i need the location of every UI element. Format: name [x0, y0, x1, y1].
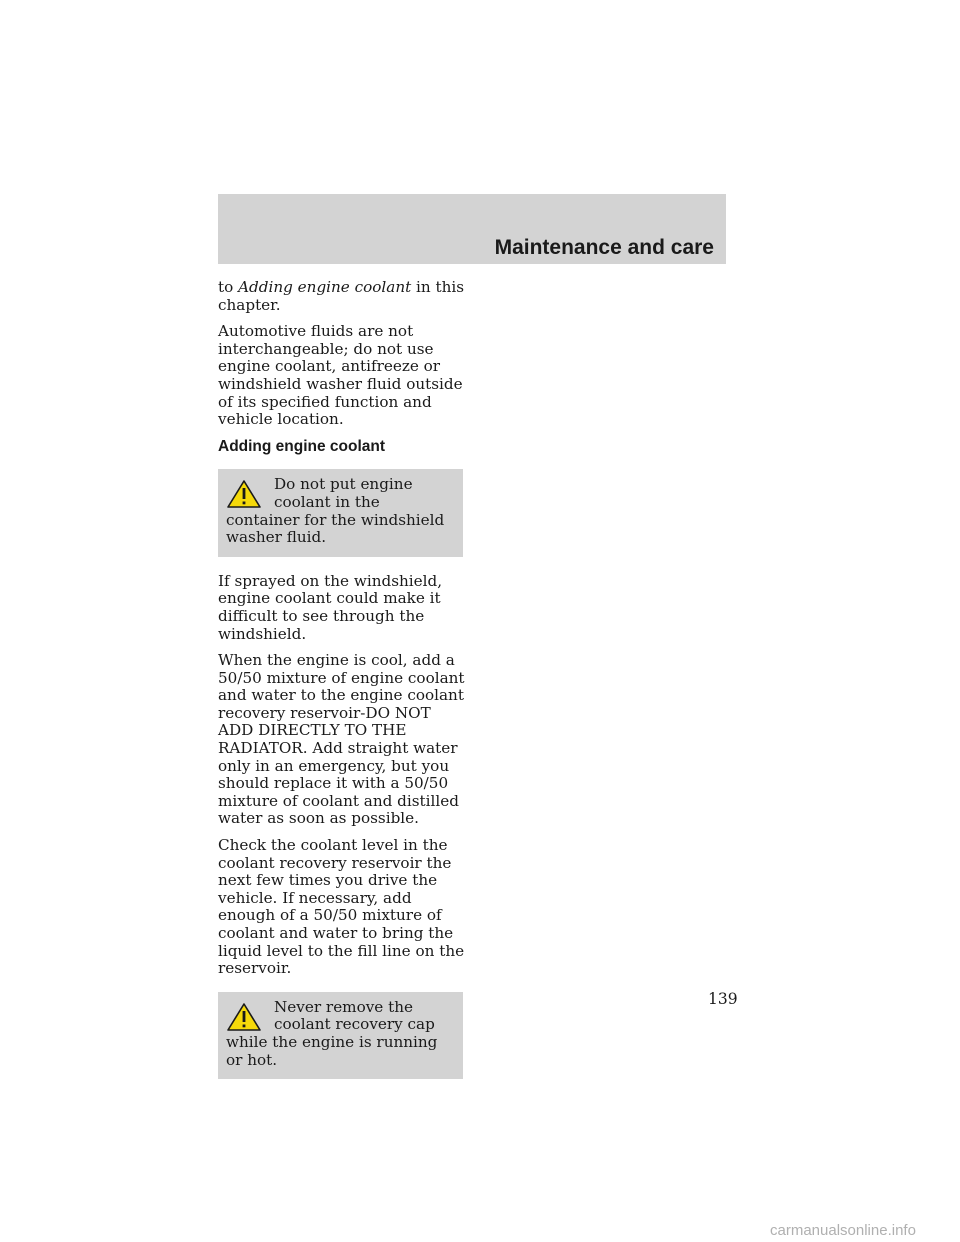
warning-triangle-icon	[226, 479, 262, 509]
paragraph-spray: If sprayed on the windshield, engine coolant could make it difficult to see through the windshield.	[218, 571, 443, 643]
watermark: carmanualsonline.info	[770, 1222, 916, 1239]
paragraph-cross-reference	[218, 279, 468, 314]
warning-box-cap	[218, 992, 463, 1079]
warning-box-washer	[218, 469, 463, 556]
warning-text: Never remove the coolant recovery cap while the engine is running or hot.	[226, 997, 438, 1069]
section-title: Maintenance and care	[494, 236, 714, 259]
page-number: 139	[708, 990, 738, 1008]
paragraph-fluids: Automotive fluids are not interchangeable; do not use engine coolant, antifreeze or windshield washer fluid outside of its specified function and vehicle location.	[218, 322, 463, 429]
cross-ref-prefix: to	[218, 278, 239, 296]
section-header-band	[218, 194, 726, 264]
cross-ref-suffix: in this chapter.	[218, 278, 465, 314]
warning-text: Do not put engine coolant in the container for the windshield washer fluid.	[226, 475, 445, 547]
section-heading: Adding engine coolant	[218, 437, 386, 455]
warning-triangle-icon	[226, 1002, 262, 1032]
main-text-column	[218, 279, 468, 1095]
cross-ref-link: Adding engine coolant	[238, 278, 412, 296]
paragraph-check-level: Check the coolant level in the coolant recovery reservoir the next few times you drive the vehicle. If necessary, add enough of a 50/50 mixture of coolant and water to bring the liquid level to the fill line on the reservoir.	[218, 836, 465, 978]
paragraph-add-coolant: When the engine is cool, add a 50/50 mixture of engine coolant and water to the engine coolant recovery reservoir-DO NOT ADD DIRECTLY TO THE RADIATOR. Add straight water only in an emergency, but you should replace it with a 50/50 mixture of coolant and distilled water as soon as possible.	[218, 651, 465, 828]
